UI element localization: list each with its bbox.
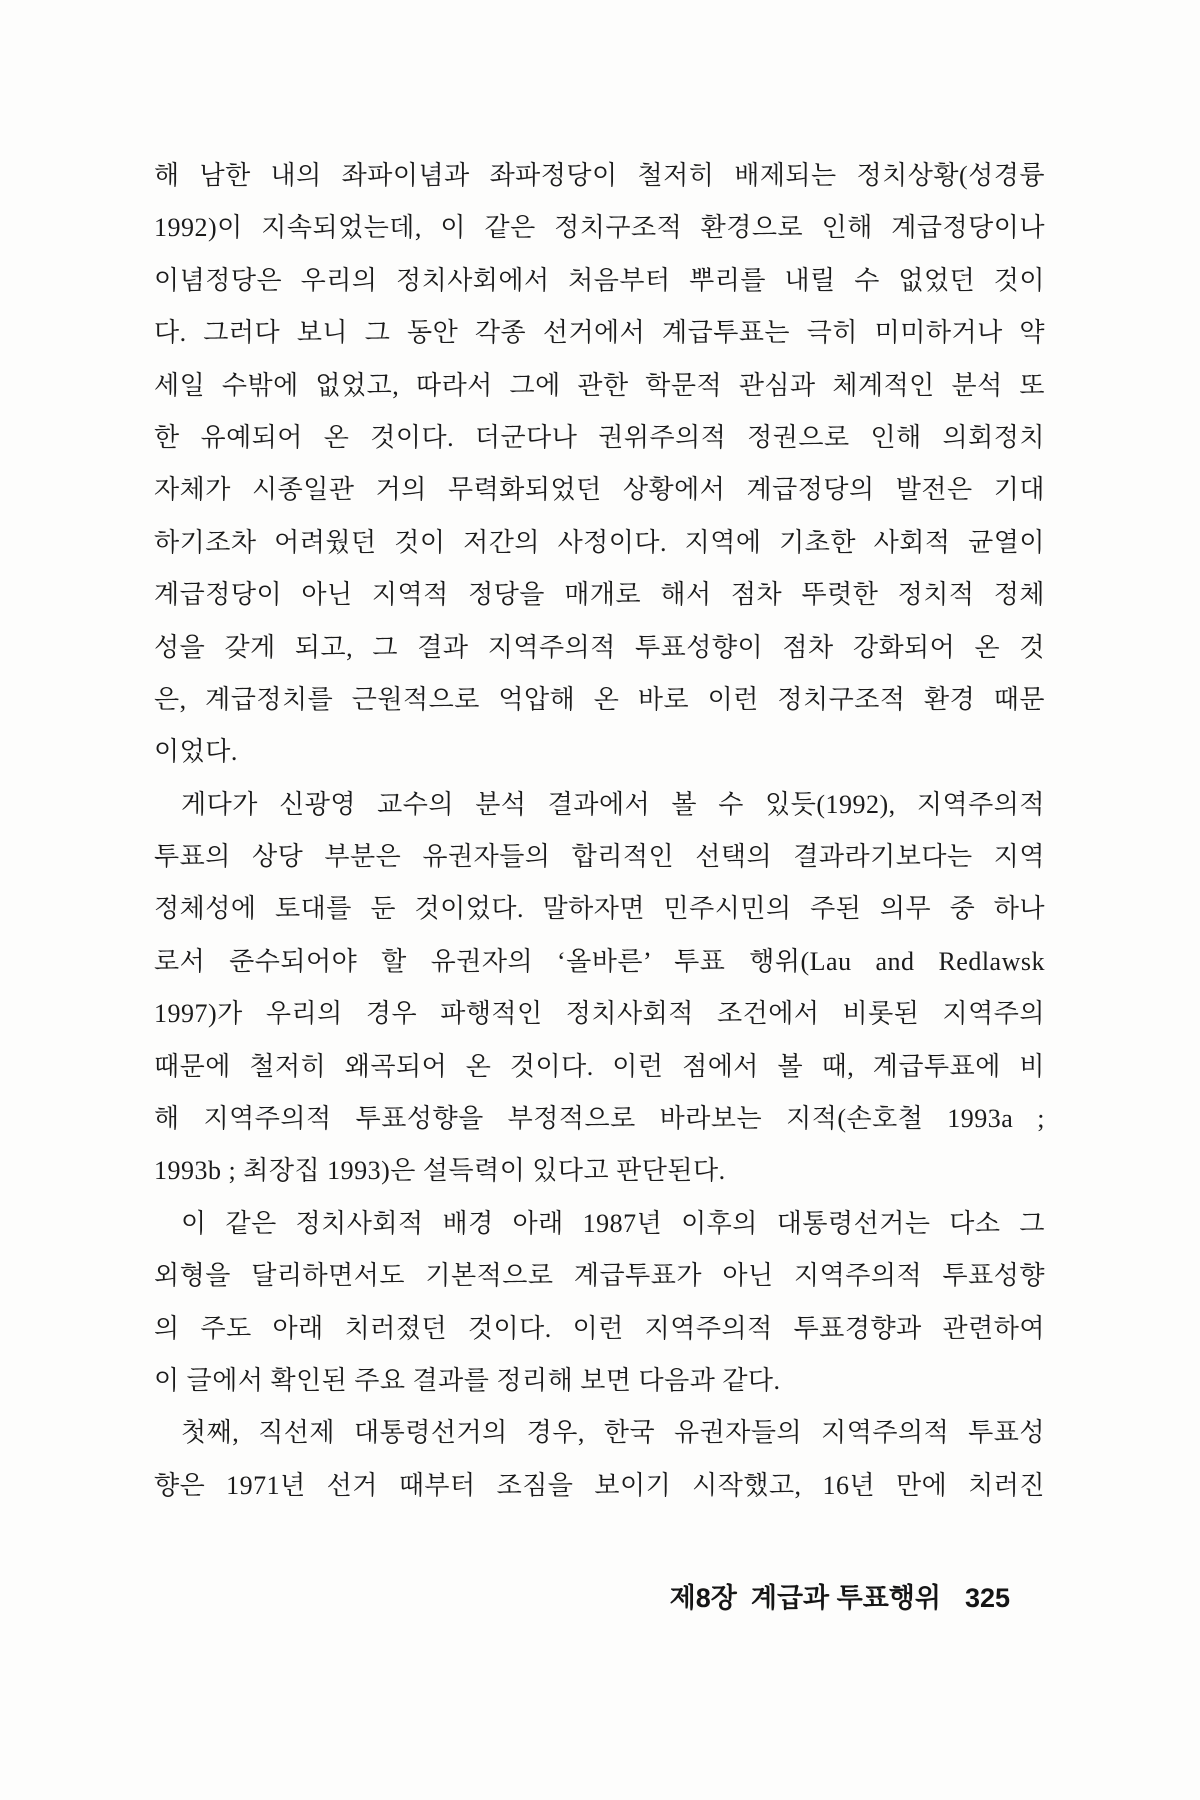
text-line: 정체성에 토대를 둔 것이었다. 말하자면 민주시민의 주된 의무 중 하나 <box>154 894 1045 924</box>
text-line: 게다가 신광영 교수의 분석 결과에서 볼 수 있듯(1992), 지역주의적 <box>181 789 1045 819</box>
text-line: 성을 갖게 되고, 그 결과 지역주의적 투표성향이 점차 강화되어 온 것 <box>154 632 1045 662</box>
text-line: 투표의 상당 부분은 유권자들의 합리적인 선택의 결과라기보다는 지역 <box>154 842 1045 872</box>
text-line: 이 글에서 확인된 주요 결과를 정리해 보면 다음과 같다. <box>154 1365 781 1395</box>
text-line: 자체가 시종일관 거의 무력화되었던 상황에서 계급정당의 발전은 기대 <box>154 475 1045 505</box>
text-line: 의 주도 아래 치러졌던 것이다. 이런 지역주의적 투표경향과 관련하여 <box>154 1313 1045 1343</box>
page-body-text <box>154 150 1045 1512</box>
text-line: 때문에 철저히 왜곡되어 온 것이다. 이런 점에서 볼 때, 계급투표에 비 <box>154 1051 1045 1081</box>
text-line: 이 같은 정치사회적 배경 아래 1987년 이후의 대통령선거는 다소 그 <box>181 1208 1045 1238</box>
text-line: 이념정당은 우리의 정치사회에서 처음부터 뿌리를 내릴 수 없었던 것이 <box>154 265 1045 295</box>
text-line: 해 남한 내의 좌파이념과 좌파정당이 철저히 배제되는 정치상황(성경륭 <box>154 161 1045 190</box>
text-line: 1993b ; 최장집 1993)은 설득력이 있다고 판단된다. <box>154 1156 726 1186</box>
text-line: 계급정당이 아닌 지역적 정당을 매개로 해서 점차 뚜렷한 정치적 정체 <box>154 580 1045 610</box>
text-line: 외형을 달리하면서도 기본적으로 계급투표가 아닌 지역주의적 투표성향 <box>154 1261 1045 1291</box>
text-line: 이었다. <box>154 737 238 767</box>
text-line: 하기조차 어려웠던 것이 저간의 사정이다. 지역에 기초한 사회적 균열이 <box>154 527 1045 557</box>
text-line: 해 지역주의적 투표성향을 부정적으로 바라보는 지적(손호철 1993a ; <box>154 1104 1045 1134</box>
text-line: 1997)가 우리의 경우 파행적인 정치사회적 조건에서 비롯된 지역주의 <box>154 999 1045 1029</box>
text-line: 세일 수밖에 없었고, 따라서 그에 관한 학문적 관심과 체계적인 분석 또 <box>154 370 1045 400</box>
footer-page-number: 325 <box>964 1583 1010 1613</box>
footer-chapter-label: 제8장 <box>669 1583 737 1613</box>
text-line: 은, 계급정치를 근원적으로 억압해 온 바로 이런 정치구조적 환경 때문 <box>154 684 1045 714</box>
text-line: 다. 그러다 보니 그 동안 각종 선거에서 계급투표는 극히 미미하거나 약 <box>154 318 1045 348</box>
text-line: 첫째, 직선제 대통령선거의 경우, 한국 유권자들의 지역주의적 투표성 <box>181 1418 1045 1448</box>
footer-section-title: 계급과 투표행위 <box>750 1583 941 1613</box>
text-line: 1992)이 지속되었는데, 이 같은 정치구조적 환경으로 인해 계급정당이나 <box>154 213 1045 243</box>
page-footer <box>670 1576 1010 1615</box>
text-line: 로서 준수되어야 할 유권자의 ‘올바른’ 투표 행위(Lau and Redlawsk <box>154 946 1045 976</box>
text-line: 한 유예되어 온 것이다. 더군다나 권위주의적 정권으로 인해 의회정치 <box>154 422 1045 452</box>
text-line: 향은 1971년 선거 때부터 조짐을 보이기 시작했고, 16년 만에 치러진 <box>154 1470 1045 1500</box>
